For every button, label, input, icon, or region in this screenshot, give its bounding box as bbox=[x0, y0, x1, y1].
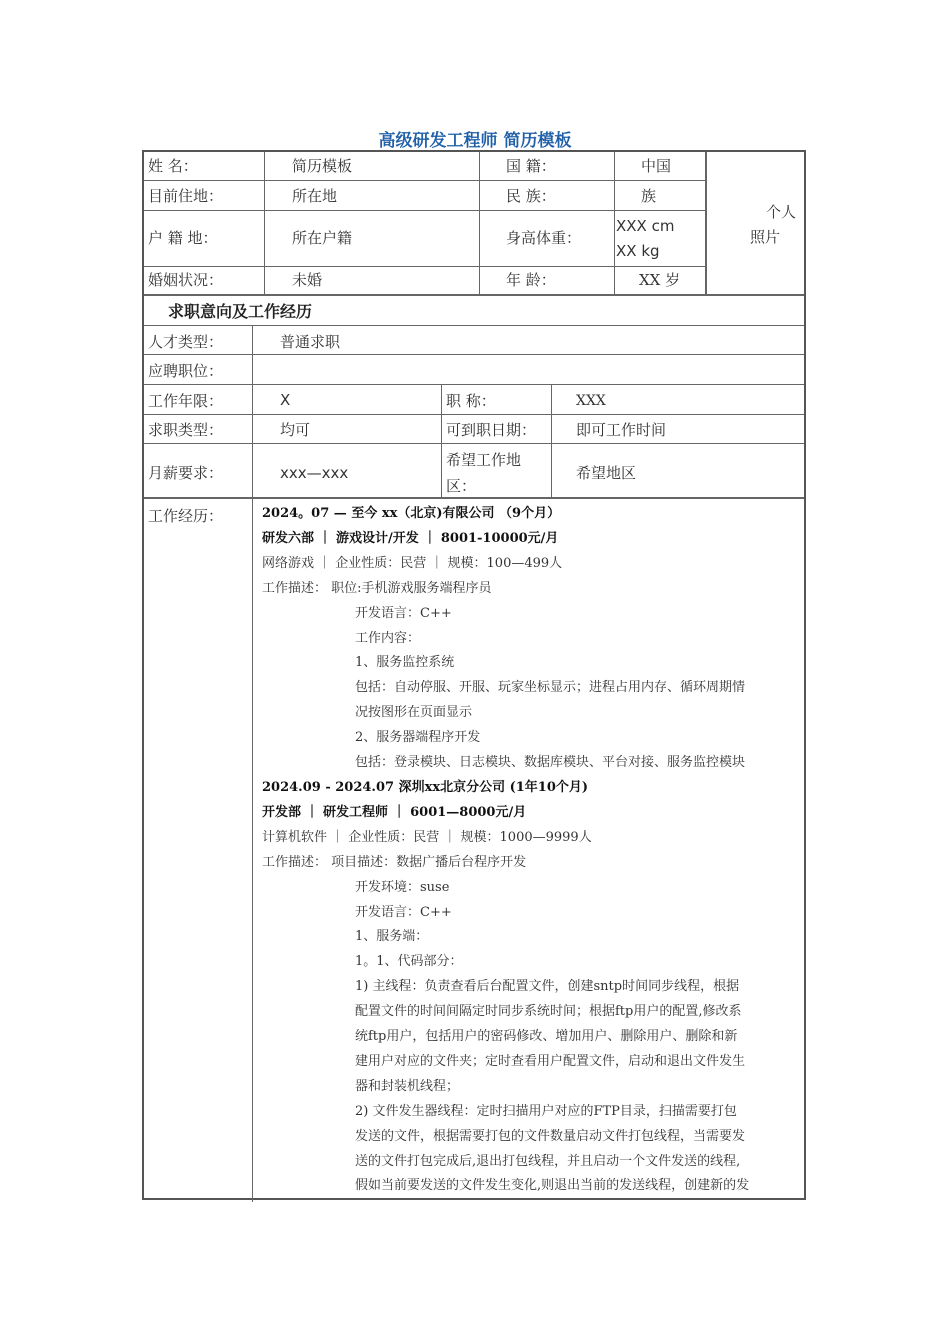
experience-line: 发送的文件，根据需要打包的文件数量启动文件打包线程，当需要发 bbox=[355, 1128, 746, 1144]
row-divider bbox=[144, 443, 804, 444]
row-divider bbox=[144, 325, 804, 326]
experience-line: 研发六部 ｜ 游戏设计/开发 ｜ 8001-10000元/月 bbox=[262, 530, 559, 546]
ethnicity-value: 族 bbox=[641, 187, 657, 205]
col-divider bbox=[614, 152, 615, 294]
experience-line: 工作内容： bbox=[355, 630, 421, 646]
ethnicity-label: 民 族： bbox=[506, 187, 556, 205]
experience-line: 2) 文件发生器线程：定时扫描用户对应的FTP目录，扫描需要打包 bbox=[355, 1103, 737, 1119]
photo-label-line1: 个人 bbox=[766, 203, 797, 221]
experience-line: 开发部 ｜ 研发工程师 ｜ 6001—8000元/月 bbox=[262, 804, 527, 820]
row-divider bbox=[144, 497, 804, 499]
experience-line: 假如当前要发送的文件发生变化,则退出当前的发送线程，创建新的发 bbox=[355, 1178, 750, 1194]
experience-line: 统ftp用户，包括用户的密码修改、增加用户、删除用户、删除和新 bbox=[355, 1029, 738, 1045]
hukou-value: 所在户籍 bbox=[292, 229, 353, 247]
experience-line: 包括：登录模块、日志模块、数据库模块、平台对接、服务监控模块 bbox=[355, 755, 746, 771]
region-label-line1: 希望工作地 bbox=[446, 451, 522, 469]
nationality-value: 中国 bbox=[641, 157, 672, 175]
row-divider bbox=[144, 180, 706, 181]
height-weight-label: 身高体重： bbox=[506, 229, 582, 247]
experience-line: 开发语言：C++ bbox=[355, 904, 452, 920]
experience-line: 计算机软件 ｜ 企业性质：民营 ｜ 规模：1000—9999人 bbox=[262, 829, 592, 845]
nationality-label: 国 籍： bbox=[506, 157, 556, 175]
region-label-line2: 区： bbox=[446, 477, 477, 495]
experience-line: 器和封装机线程； bbox=[355, 1078, 460, 1094]
experience-line: 工作描述： 项目描述：数据广播后台程序开发 bbox=[262, 854, 527, 870]
talent-type-label: 人才类型： bbox=[148, 333, 224, 351]
photo-label-line2: 照片 bbox=[750, 228, 781, 246]
experience-line: 配置文件的时间间隔定时同步系统时间；根据ftp用户的配置,修改系 bbox=[355, 1004, 742, 1020]
experience-line: 包括：自动停服、开服、玩家坐标显示；进程占用内存、循环周期情 bbox=[355, 680, 746, 696]
rank-label: 职 称： bbox=[446, 392, 496, 410]
talent-type-value: 普通求职 bbox=[280, 333, 341, 351]
name-value: 简历模板 bbox=[292, 157, 353, 175]
experience-line: 开发语言：C++ bbox=[355, 605, 452, 621]
col-divider bbox=[441, 384, 442, 498]
row-divider bbox=[144, 384, 804, 385]
work-experience bbox=[262, 502, 802, 1199]
col-divider bbox=[252, 325, 253, 1202]
experience-line: 1、服务监控系统 bbox=[355, 655, 455, 671]
page-title: 高级研发工程师 简历模板 bbox=[378, 131, 572, 151]
weight-value: XX kg bbox=[616, 242, 660, 260]
start-date-label: 可到职日期： bbox=[446, 421, 537, 439]
hukou-label: 户 籍 地： bbox=[148, 229, 218, 247]
salary-value: xxx—xxx bbox=[280, 464, 349, 482]
experience-line: 工作描述： 职位:手机游戏服务端程序员 bbox=[262, 580, 492, 596]
rank-value: XXX bbox=[576, 393, 606, 409]
salary-label: 月薪要求： bbox=[148, 464, 224, 482]
experience-line: 送的文件打包完成后,退出打包线程，并且启动一个文件发送的线程, bbox=[355, 1153, 741, 1169]
row-divider bbox=[144, 266, 706, 267]
col-divider bbox=[264, 152, 265, 294]
start-date-value: 即可工作时间 bbox=[576, 421, 667, 439]
age-label: 年 龄： bbox=[506, 271, 556, 289]
experience-line: 2024。07 — 至今 xx（北京)有限公司 （9个月） bbox=[262, 506, 561, 521]
residence-value: 所在地 bbox=[292, 187, 338, 205]
experience-line: 2、服务器端程序开发 bbox=[355, 730, 481, 746]
work-years-label: 工作年限： bbox=[148, 392, 224, 410]
experience-line: 网络游戏 ｜ 企业性质：民营 ｜ 规模：100—499人 bbox=[262, 555, 563, 571]
region-value: 希望地区 bbox=[576, 464, 637, 482]
experience-line: 况按图形在页面显示 bbox=[355, 705, 473, 721]
col-divider bbox=[551, 384, 552, 498]
experience-line: 1) 主线程：负责查看后台配置文件，创建sntp时间同步线程，根据 bbox=[355, 979, 740, 995]
row-divider bbox=[144, 414, 804, 415]
col-divider bbox=[479, 152, 480, 294]
experience-line: 开发环境：suse bbox=[355, 879, 450, 895]
experience-label: 工作经历： bbox=[148, 507, 224, 525]
job-type-value: 均可 bbox=[280, 421, 311, 439]
job-type-label: 求职类型： bbox=[148, 421, 224, 439]
marital-label: 婚姻状况： bbox=[148, 271, 224, 289]
col-divider bbox=[705, 152, 707, 294]
name-label: 姓 名： bbox=[148, 157, 198, 175]
position-label: 应聘职位： bbox=[148, 362, 224, 380]
experience-line: 1。1、代码部分： bbox=[355, 954, 463, 970]
row-divider bbox=[144, 210, 706, 211]
experience-line: 建用户对应的文件夹；定时查看用户配置文件，启动和退出文件发生 bbox=[355, 1053, 746, 1069]
row-divider bbox=[144, 294, 804, 296]
height-value: XXX cm bbox=[616, 217, 675, 235]
age-value: XX 岁 bbox=[639, 271, 681, 289]
section-title: 求职意向及工作经历 bbox=[168, 302, 313, 321]
row-divider bbox=[144, 354, 804, 355]
experience-line: 2024.09 - 2024.07 深圳xx北京分公司 (1年10个月) bbox=[262, 779, 589, 795]
marital-value: 未婚 bbox=[292, 271, 323, 289]
residence-label: 目前住地： bbox=[148, 187, 224, 205]
work-years-value: X bbox=[280, 391, 291, 409]
experience-line: 1、服务端： bbox=[355, 929, 429, 945]
